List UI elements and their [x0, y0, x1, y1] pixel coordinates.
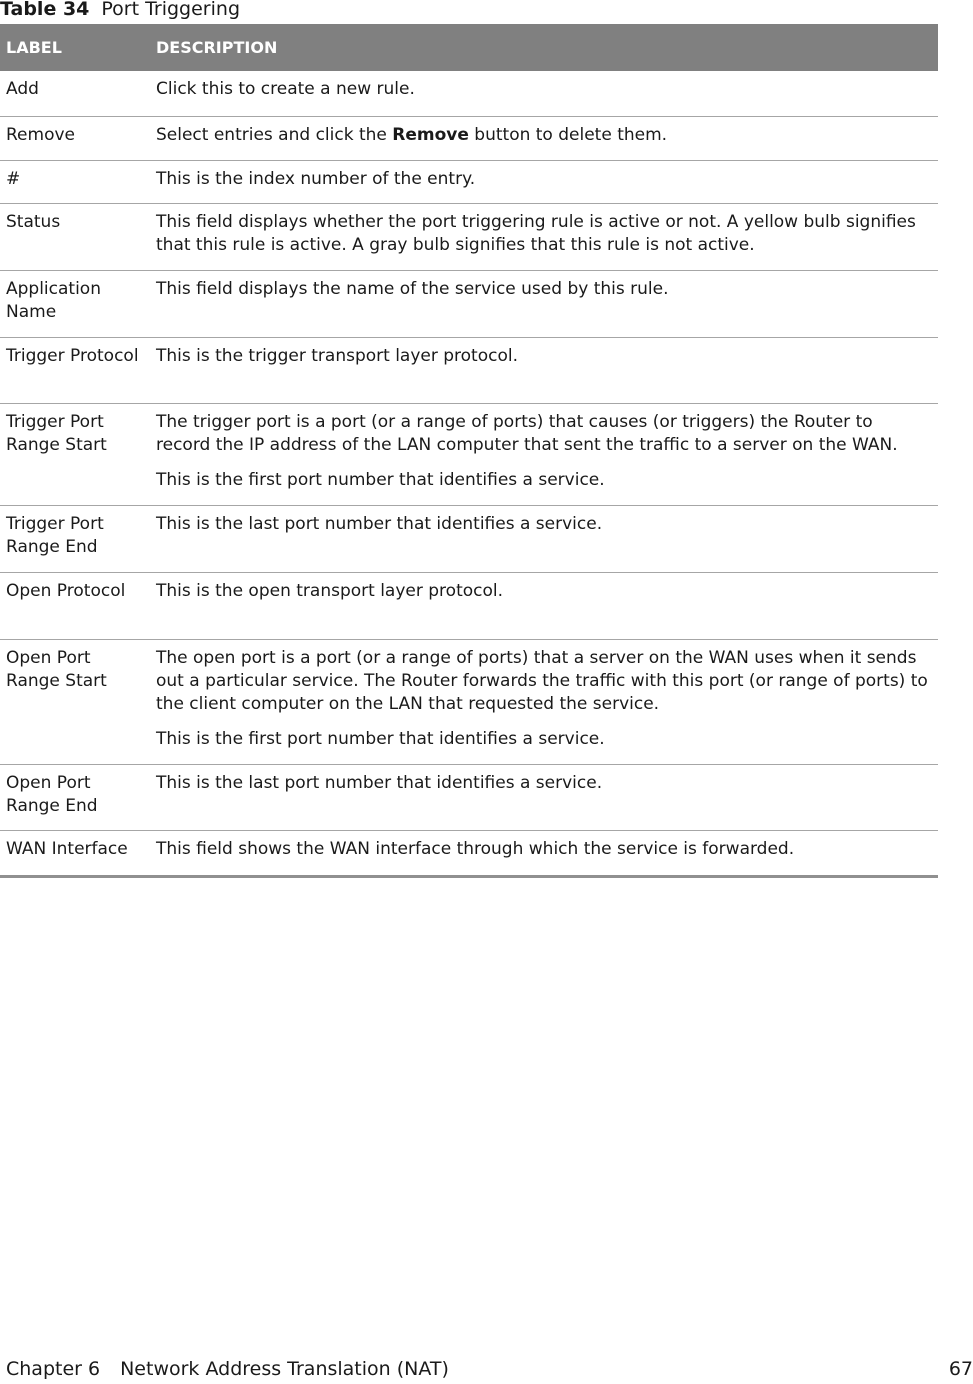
row-label: Add — [0, 71, 150, 116]
row-description — [150, 160, 938, 203]
row-label: Application Name — [0, 270, 150, 337]
description-text: This is the last port number that identifies a service. — [156, 513, 603, 534]
description-text: The open port is a port (or a range of ports) that a server on the WAN uses when it sends out a particular service. The Router forwards the traffic with this port (or range of ports) to the client computer on the LAN that requested the service. — [156, 647, 928, 714]
page-number: 67 — [948, 1358, 973, 1380]
table-header-row — [0, 24, 938, 71]
description-text: This is the last port number that identifies a service. — [156, 772, 603, 793]
row-label: Status — [0, 203, 150, 270]
row-label: Trigger Protocol — [0, 337, 150, 403]
row-label: Open Protocol — [0, 572, 150, 639]
table-row — [0, 160, 938, 203]
table-row — [0, 572, 938, 639]
table-row — [0, 505, 938, 572]
description-text: This is the first port number that identifies a service. — [156, 728, 605, 749]
description-text: This is the index number of the entry. — [156, 168, 476, 189]
row-description — [150, 572, 938, 639]
description-text: This field displays whether the port triggering rule is active or not. A yellow bulb signifies that this rule is active. A gray bulb signifies that this rule is not active. — [156, 211, 916, 255]
description-text-post: button to delete them. — [468, 124, 668, 145]
table-caption — [0, 0, 240, 20]
row-description — [150, 270, 938, 337]
port-triggering-table — [0, 24, 938, 878]
description-text: Click this to create a new rule. — [156, 79, 415, 99]
chapter-number: Chapter 6 — [6, 1358, 101, 1380]
row-description — [150, 830, 938, 876]
table-row — [0, 639, 938, 764]
row-label: Remove — [0, 116, 150, 160]
table-row — [0, 71, 938, 116]
row-label: WAN Interface — [0, 830, 150, 876]
row-label: Open Port Range Start — [0, 639, 150, 764]
table-title: Port Triggering — [101, 0, 241, 20]
row-description — [150, 639, 938, 764]
row-label: # — [0, 160, 150, 203]
header-description: DESCRIPTION — [150, 24, 938, 71]
table-row — [0, 403, 938, 505]
row-label: Open Port Range End — [0, 764, 150, 830]
description-text: This field displays the name of the service used by this rule. — [156, 278, 669, 299]
description-text: This is the trigger transport layer protocol. — [156, 345, 518, 366]
row-description — [150, 71, 938, 116]
description-text: This is the open transport layer protocol. — [156, 580, 504, 601]
chapter-title: Network Address Translation (NAT) — [120, 1358, 449, 1380]
row-description — [150, 116, 938, 160]
table-row — [0, 116, 938, 160]
header-label: LABEL — [0, 24, 150, 71]
table-row — [0, 337, 938, 403]
description-text: The trigger port is a port (or a range of ports) that causes (or triggers) the Router to record the IP address of the LAN computer that sent the traffic to a server on the WAN. — [156, 411, 898, 455]
table-row — [0, 830, 938, 876]
description-text-pre: Select entries and click the — [156, 124, 393, 145]
remove-button-reference: Remove — [392, 124, 469, 145]
page-footer-chapter — [6, 1358, 449, 1380]
row-label: Trigger Port Range Start — [0, 403, 150, 505]
description-text: This is the first port number that identifies a service. — [156, 469, 605, 490]
row-description — [150, 337, 938, 403]
table-row — [0, 764, 938, 830]
table-row — [0, 203, 938, 270]
row-description — [150, 403, 938, 505]
row-description — [150, 505, 938, 572]
table-row — [0, 270, 938, 337]
description-text: This field shows the WAN interface through which the service is forwarded. — [156, 838, 795, 859]
row-description — [150, 764, 938, 830]
row-description — [150, 203, 938, 270]
row-label: Trigger Port Range End — [0, 505, 150, 572]
description-text — [156, 124, 930, 147]
table-number: Table 34 — [0, 0, 90, 20]
